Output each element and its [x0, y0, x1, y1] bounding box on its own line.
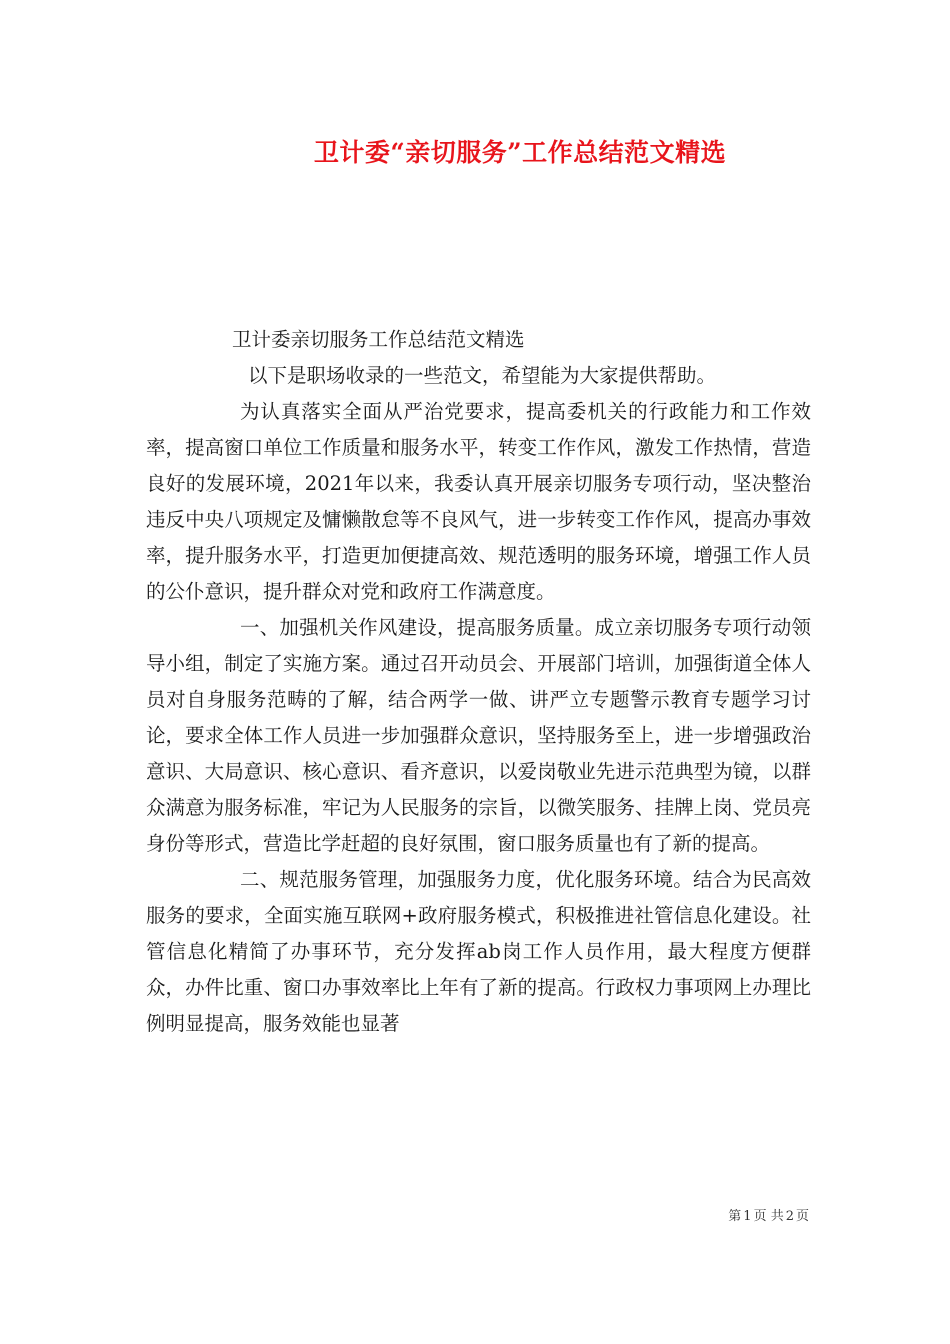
- page-footer: [727, 1205, 810, 1224]
- body-paragraph-3: 二、规范服务管理，加强服务力度，优化服务环境。结合为民高效服务的要求，全面实施互联网+政府服务模式，积极推进社管信息化建设。社管信息化精简了办事环节，充分发挥ab岗工作人员作用，最大程度方便群众，办件比重、窗口办事效率比上年有了新的提高。行政权力事项网上办理比例明显提高，服务效能也显著: [146, 868, 811, 1035]
- body-paragraph-2: 一、加强机关作风建设，提高服务质量。成立亲切服务专项行动领导小组，制定了实施方案。通过召开动员会、开展部门培训，加强街道全体人员对自身服务范畴的了解，结合两学一做、讲严立专题警示教育专题学习讨论，要求全体工作人员进一步加强群众意识，坚持服务至上，进一步增强政治意识、大局意识、核心意识、看齐意识，以爱岗敬业先进示范典型为镜，以群众满意为服务标准，牢记为人民服务的宗旨，以微笑服务、挂牌上岗、党员亮身份等形式，营造比学赶超的良好氛围，窗口服务质量也有了新的提高。: [146, 616, 811, 855]
- footer-middle: 页 共: [753, 1209, 784, 1224]
- footer-prefix: 第: [728, 1209, 742, 1224]
- footer-current-page: 1: [743, 1209, 752, 1224]
- body-paragraph-1: 为认真落实全面从严治党要求，提高委机关的行政能力和工作效率，提高窗口单位工作质量和服务水平，转变工作作风，激发工作热情，营造良好的发展环境，2021年以来，我委认真开展亲切服务专项行动，坚决整治违反中央八项规定及慵懒散怠等不良风气，进一步转变工作作风，提高办事效率，提升服务水平，打造更加便捷高效、规范透明的服务环境，增强工作人员的公仆意识，提升群众对党和政府工作满意度。: [146, 400, 811, 603]
- document-subtitle: 卫计委亲切服务工作总结范文精选: [232, 328, 525, 351]
- document-body: [146, 322, 811, 1042]
- intro-paragraph: 以下是职场收录的一些范文，希望能为大家提供帮助。: [248, 364, 717, 387]
- footer-suffix: 页: [795, 1209, 809, 1224]
- footer-total-pages: 2: [785, 1209, 794, 1224]
- document-title: 卫计委“亲切服务”工作总结范文精选: [313, 138, 727, 167]
